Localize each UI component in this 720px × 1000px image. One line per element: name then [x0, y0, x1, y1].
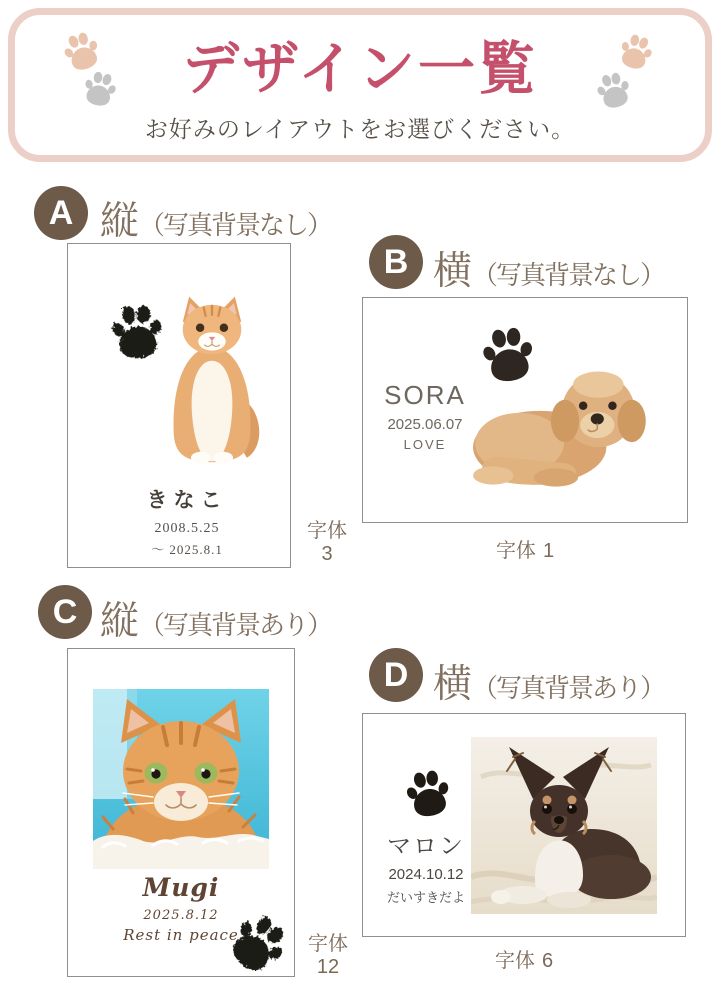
font-note-label: 字体 — [494, 950, 535, 972]
section-c-variant: （写真背景あり） — [139, 610, 332, 640]
memorial-date: 2008.5.25 — [154, 521, 220, 536]
pet-name: きなこ — [146, 488, 228, 512]
badge-c — [38, 585, 92, 639]
puppy-cutout-photo — [469, 364, 667, 490]
page-subtitle: お好みのレイアウトをお選びください。 — [144, 115, 576, 142]
cat-background-photo — [93, 689, 269, 869]
section-d-variant: （写真背景あり） — [472, 673, 665, 703]
font-note-c — [301, 933, 355, 979]
font-note-a — [299, 520, 355, 566]
section-b-orientation: 横 — [433, 250, 473, 293]
section-a-variant: （写真背景なし） — [139, 210, 332, 240]
pet-name: Mugi — [142, 873, 220, 902]
font-note-label: 字体 — [308, 933, 348, 955]
section-b-variant: （写真背景なし） — [472, 260, 665, 290]
paw-icon — [405, 769, 451, 817]
badge-a-letter: A — [48, 193, 74, 232]
design-option-d[interactable] — [362, 713, 686, 937]
font-note-label: 字体 — [307, 520, 347, 542]
section-b-label — [433, 240, 664, 296]
page-title: デザイン一覧 — [181, 37, 538, 101]
font-note-number: 3 — [321, 543, 333, 565]
memorial-message: LOVE — [403, 437, 447, 452]
badge-a — [34, 186, 88, 240]
section-c-label — [100, 590, 331, 646]
memorial-date: 2025.06.07 — [387, 416, 463, 433]
dog-background-photo — [471, 737, 657, 914]
design-option-a[interactable] — [67, 243, 291, 568]
paw-stamp-icon — [110, 302, 164, 360]
section-a-label — [100, 190, 331, 246]
section-d-orientation: 横 — [433, 663, 473, 706]
badge-d — [369, 648, 423, 702]
section-c-orientation: 縦 — [100, 600, 140, 643]
badge-b-letter: B — [383, 242, 409, 281]
badge-c-letter: C — [52, 592, 78, 631]
font-note-d — [362, 950, 686, 973]
memorial-message: だいすきだよ — [386, 890, 465, 905]
font-note-label: 字体 — [495, 540, 536, 562]
font-note-b — [362, 540, 688, 563]
design-option-c[interactable] — [67, 648, 295, 977]
badge-b — [369, 235, 423, 289]
design-option-b[interactable] — [362, 297, 688, 523]
section-d-label — [433, 653, 664, 709]
memorial-date: 2025.8.12 — [143, 908, 219, 923]
cat-cutout-photo — [158, 288, 266, 470]
font-note-number: 1 — [542, 540, 555, 562]
paw-deco-icon — [80, 68, 121, 109]
font-note-number: 6 — [541, 950, 554, 972]
memorial-date-end: ～ 2025.8.1 — [151, 542, 223, 557]
section-a-orientation: 縦 — [100, 200, 140, 243]
pet-name: マロン — [387, 833, 465, 860]
memorial-message: Rest in peace — [123, 926, 239, 944]
pet-name: SORA — [384, 380, 466, 410]
card-a-memorial-text — [76, 484, 298, 558]
font-note-number: 12 — [316, 956, 340, 978]
paw-stamp-icon — [230, 915, 288, 971]
memorial-date: 2024.10.12 — [388, 866, 464, 883]
badge-d-letter: D — [383, 655, 409, 694]
